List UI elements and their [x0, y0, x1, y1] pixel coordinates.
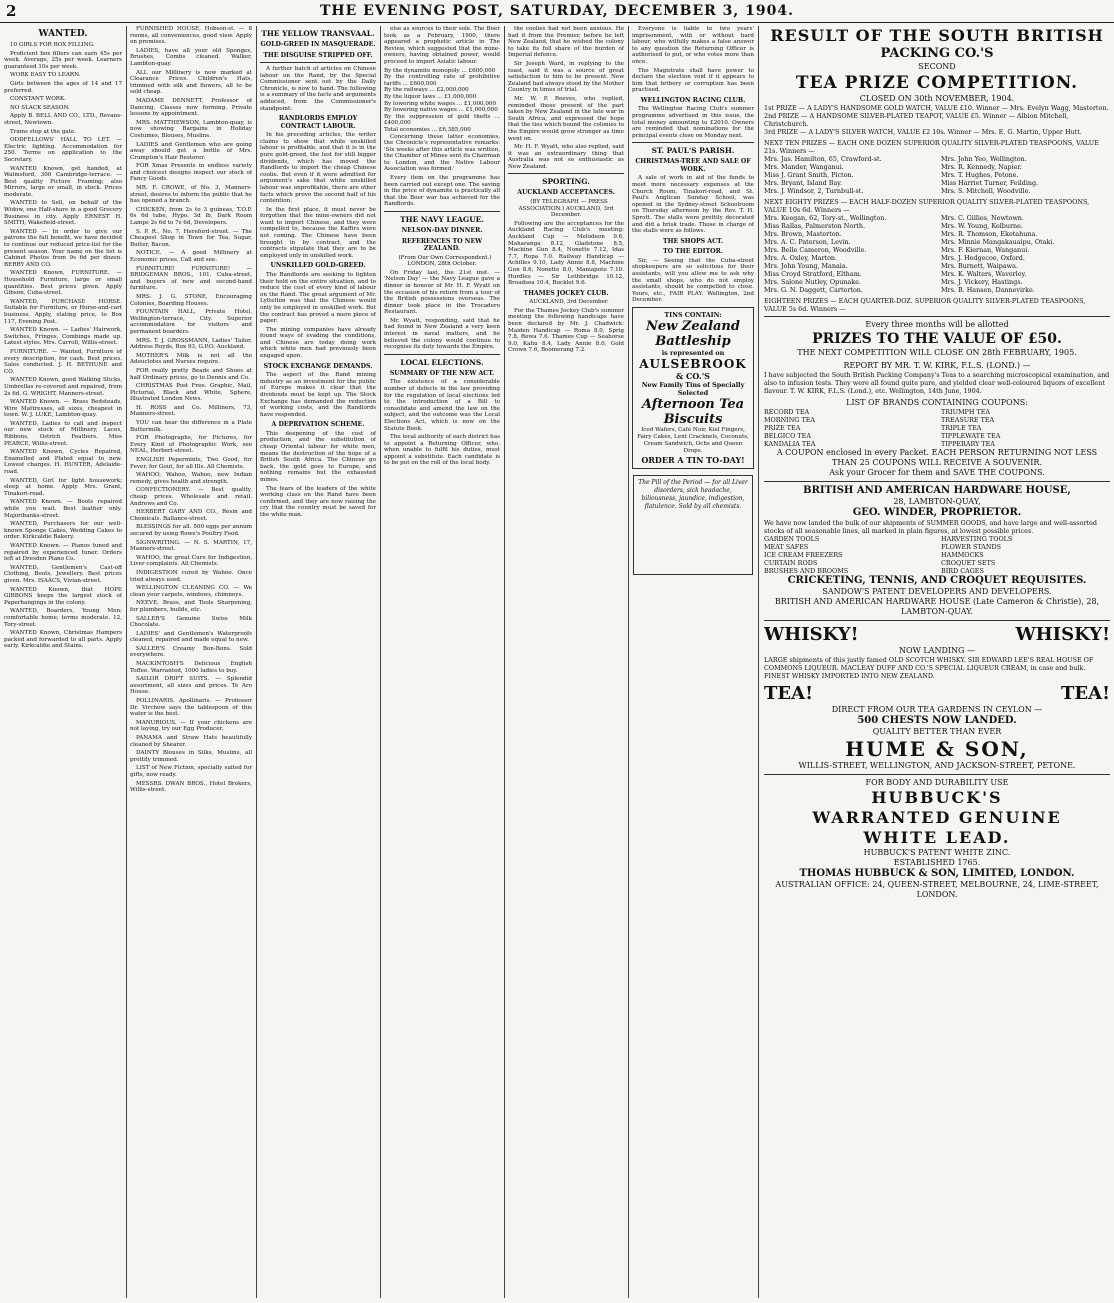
winner-name: Mrs. J. Hedgecoe, Oxford. — [941, 254, 1025, 262]
classified-ad: FOR Photographs, for Pictures, for Every Kind of Photographic Work, see NEAL, Herbert-street. — [130, 435, 252, 455]
report-heading: REPORT BY MR. T. W. KIRK, F.L.S. (LOND.) — — [843, 361, 1031, 370]
table-row: By the liquor laws ... £1,000,000 — [384, 93, 477, 100]
divider — [632, 142, 754, 143]
brand-name: TRIUMPH TEA — [941, 408, 990, 416]
brands-column — [764, 408, 933, 448]
classified-ad: FURNITURE! FURNITURE! — BRIDGEMAN BROS., 101, Cuba-street, and buyers of new and second-hand furniture. — [130, 265, 252, 292]
for-body: FOR BODY AND DURABILITY USE — [865, 778, 1009, 787]
section-heading: UNSKILLED GOLD-GREED. — [270, 262, 366, 270]
paragraph: The fears of the leaders of the white working class on the Rand have been confirmed, and they are now raising the cry that the country must be saved for the white man. — [260, 485, 376, 518]
winner-name: Miss Harriet Turner, Feilding. — [941, 179, 1039, 187]
ad-line: New Family Tins of Specially Selected — [641, 380, 745, 397]
classified-ad: BLESSINGS for all. 500 eggs per annum secured by using Rowe's Poultry Food. — [130, 524, 252, 537]
list-column — [941, 214, 1110, 294]
paragraph: The mining companies have already found ways of evading the conditions, and Chinese are today doing work which white men had previously been engaged upon. — [260, 326, 376, 360]
classified-ad: FOR Xmas Presents in endless variety and choicest designs inspect our stock of Fancy Goods. — [130, 163, 252, 183]
report-text: I have subjected the South British Packing Company's Teas to a searching microscopical examination, and also to infusion tests. They were all found quite pure, and yielded clear well-coloured liquors of excellent flavour. T. W. KIRK, F.L.S. (Lond.), etc. Wellington, 14th June, 1904. — [764, 371, 1110, 395]
winner-name: Mrs. J. Vickery, Hastings. — [941, 278, 1023, 286]
winner-name: Mrs. B. Hansen, Dannevirke. — [941, 286, 1035, 294]
classified-ad: INDIGESTION cured by Wahoo. Once tried always used. — [130, 569, 252, 583]
ask-grocer: Ask your Grocer for them and SAVE THE COUPONS. — [829, 468, 1045, 477]
paragraph: For the Thames Jockey Club's summer meeting the following handicaps have been declared by Mr. J. Chadwick: Maiden Handicap — Roma 8.0, Sprig 7.8, Rewa 7.6. Thames Cup — Seahorse 9.0, Kahu 8.4, Lady Annie 8.0, Gold Crown 7.6, Boomerang 7.2. — [508, 307, 624, 354]
prize-item: 2nd PRIZE — A HANDSOME SILVER-PLATED TEAPOT, VALUE £5. Winner — Albion Mitchell, Christchurch. — [764, 112, 1069, 128]
paragraph: The Magistrate shall have power to declare the election void if it appears to him that bribery or corruption has been practised. — [632, 67, 754, 94]
paragraph: the coolies had not been anxious. He had it from the Premier, before he left New Zealand, that he wished the colony to take its full share of the burden of Imperial defence. — [508, 26, 624, 59]
ad-brand: AULSEBROOK — [639, 356, 747, 371]
classified-ad: SAILOR DRIFT SUITS. — Splendid assortment, all sizes and prices. Te Aro House. — [130, 676, 252, 696]
classified-ad: CONFECTIONERY. — Best quality, cheap prices. Wholesale and retail. Andrews and Co. — [130, 487, 252, 507]
classified-ad: WANTED, Ladies to call and inspect our new stock of Millinery, Laces, Ribbons, Ostrich Feathers. Miss PEARCE, Willis-street. — [4, 420, 122, 447]
winner-name: Mrs. Mander, Wanganui. — [764, 163, 844, 171]
classified-ad: Girls between the ages of 14 and 17 preferred. — [4, 80, 122, 94]
classified-ad: SALLER'S Creamy Bon-Bons. Sold everywhere. — [130, 645, 252, 659]
classified-ad: ALL our Millinery is now marked at Clearance Prices. Children's Hats, trimmed with silk and flowers, all to be sold cheap. — [130, 69, 252, 96]
classified-ad: WANTED, Purchasers for our well-known Sponge Cakes, Wedding Cakes to order. Kirkcaldie Bakery. — [4, 521, 122, 541]
classified-ad: MOTHER'S Milk is not all the Adeuclotes and Nurses require. — [130, 352, 252, 366]
goods-item: HAMMOCKS — [941, 551, 984, 559]
ad-line: Afternoon Tea — [641, 396, 745, 412]
column-small-ads — [130, 26, 252, 1298]
classified-ad: Proficient box fillers can earn 45s per week. Average, 25s per week. Learners guaranteed 10s per week. — [4, 50, 122, 70]
classified-ad: WANTED, Girl for light housework; sleep at home. Apply Mrs. Grant, Tinakori-road. — [4, 477, 122, 497]
hardware-footer: BRITISH AND AMERICAN HARDWARE HOUSE (Late Cameron & Christie), 28, LAMBTON-QUAY. — [774, 597, 1100, 616]
section-heading: RANDLORDS EMPLOY CONTRACT LABOUR. — [278, 115, 358, 130]
goods-item: FLOWER STANDS — [941, 543, 1001, 551]
winner-name: Miss Croyd Stratford, Eltham. — [764, 270, 862, 278]
economies-table — [384, 68, 500, 134]
tea-header — [764, 683, 1110, 705]
goods-item: BIRD CAGES — [941, 567, 984, 575]
hubbuck-title: HUBBUCK'S — [871, 788, 1003, 807]
goods-item: ICE CREAM FREEZERS — [764, 551, 843, 559]
column-rule — [380, 26, 381, 1298]
paragraph: Sir, — Seeing that the Cuba-street shopkeepers are so solicitous for their assistants, will you allow me to ask why the small shops, who do not employ assistants, should be compelled to close. Yours, etc., FAIR PLAY. Wellington, 2nd December. — [632, 257, 754, 304]
article-headline: LOCAL ELECTIONS. — [400, 357, 484, 367]
list-column — [764, 214, 933, 294]
winner-name: Mrs. T. Hughes, Petone. — [941, 171, 1019, 179]
section-heading: THE SHOPS ACT. — [663, 237, 723, 245]
winner-name: Mrs. Bryant, Island Bay. — [764, 179, 843, 187]
winner-name: Mrs. S. Mitchell, Woodville. — [941, 187, 1031, 195]
classified-ad: WANTED Known, Cycles Repaired, Enamelled and Plated equal to new. Lowest charges. H. HUNTER, Adelaide-road. — [4, 449, 122, 476]
ad-contents: Iced Wafers, Cafe Noir, Kiel Fingers, Fairy Cakes, Lent Cracknels, Coconuts, Cream Sandwich, Ochs and Queen Drops. — [637, 426, 749, 454]
winners-list — [764, 155, 1110, 195]
article-subheadline: CHRISTMAS-TREE AND SALE OF WORK. — [635, 158, 751, 173]
classified-ad: CONSTANT WORK. — [10, 96, 66, 103]
column-rule — [758, 26, 759, 1298]
table-row: By the suppression of gold thefts ... £400,000 — [384, 113, 500, 127]
classified-ad: MRS. J. G. STONE, Encouraging Colonies, Boarding Houses. — [130, 293, 252, 307]
classified-ad: NOTICE. — A good Millinery at Economic prices. Call and see. — [130, 250, 252, 263]
brand-name: TRIPLE TEA — [941, 424, 982, 432]
small-ads-list — [130, 26, 252, 794]
classified-ad: WANTED Known, Christmas Hampers packed and forwarded to all parts. Apply early. Kirkcaldie and Stains. — [4, 630, 122, 650]
prizes-list — [764, 104, 1110, 136]
divider — [508, 173, 624, 174]
winner-name: Mrs. G. N. Daggett, Carterton. — [764, 286, 863, 294]
section-heading: THAMES JOCKEY CLUB. — [523, 289, 609, 297]
classified-ad: WANTED Known. — Pianos tuned and repaired by experienced tuner. Orders left at Dresden Piano Co. — [4, 542, 122, 563]
divider — [384, 354, 500, 355]
winner-name: Mrs. Minnie Mangakauaipu, Otaki. — [941, 238, 1055, 246]
winner-name: Mrs. Salone Nutley, Opunake. — [764, 278, 861, 286]
wanted-heading: WANTED. — [38, 29, 88, 39]
winner-name: Mrs. John Young, Manaia. — [764, 262, 848, 270]
divider — [764, 774, 1110, 775]
classified-ad: Apply B. BELL AND CO., LTD., Revans-street, Newtown. — [4, 113, 122, 126]
classified-ad: LADIES and Gentlemen who are going away should get a bottle of Mrs. Crumpton's Hair Restorer. — [130, 141, 252, 161]
hardware-text: We have now landed the bulk of our shipments of SUMMER GOODS, and have large and well-assorted stocks of all seasonable lines, all marked in plain figures, at lowest possible prices. — [764, 519, 1097, 535]
paragraph: This deepening of the cost of production, and the substitution of cheap Oriental labour for white men, means the destruction of the hope of a British South Africa. The Chinese go back, the gold goes to Europe, and nothing remains but the exhausted mines. — [260, 430, 376, 483]
goods-item: BRUSHES AND BROOMS — [764, 567, 849, 575]
prize-item: 1st PRIZE — A LADY'S HANDSOME GOLD WATCH, VALUE £10. Winner — Mrs. Evelyn Wagg, Masterton. — [764, 104, 1109, 112]
brands-heading: LIST OF BRANDS CONTAINING COUPONS: — [846, 398, 1028, 407]
closed-date: CLOSED ON 30th NOVEMBER, 1904. — [859, 94, 1015, 103]
classified-ad: FURNITURE. — Wanted, Furniture of every description, for cash. Best prices. Sales conducted. J. H. BETHUNE and CO. — [4, 348, 122, 375]
whisky-text: LARGE shipments of this justly famed OLD SCOTCH WHISKY. SIR EDWARD LEE'S REAL HOUSE OF COMMONS LIQUEUR. MACLEAY DUFF AND CO.'S SPECIAL LIQUEUR CREAM, in case and bulk. FINEST WHISKY IMPORTED INTO NEW ZEALAND. — [764, 656, 1094, 680]
winner-name: Miss J. Grant Smith, Picton. — [764, 171, 854, 179]
ad-line: is represented on — [661, 348, 725, 357]
paragraph: Sir Joseph Ward, in replying to the toast, said it was a source of great satisfaction to him to be present. New Zealand had always stood by the Mother Country in times of trial. — [508, 60, 624, 94]
paragraph: The Randlords are seeking to tighten their hold on the entire situation, and to reduce the cost of every kind of labour on the Rand. The great argument of Mr. Lyttelton was that the Chinese would only be employed in unskilled work. But the contract has proved a mere piece of paper. — [260, 271, 376, 325]
winner-name: Mrs. J. Windsor, 2, Turnbull-st. — [764, 187, 864, 195]
paragraph: In the first place, it must never be forgotten that the mine-owners did not want to import Chinese, and they were compelled to, because the Kaffirs were not coming. The Chinese have been brought in by contract, and the contracts stipulate that they are to be employed only in unskilled work. — [260, 206, 376, 259]
paragraph: In his preceding articles, the writer claims to show that while unskilled labour is profitable, and that it is in the pure gold-greed, the lust for still bigger dividends, which has moved the Randlords to import the cheap Chinese coolie. But even if it were admitted for argument's sake that white unskilled labour was unprofitable, there are other facts which prove the second half of his contention. — [260, 132, 376, 205]
paragraph: Following are the acceptances for the Auckland Racing Club's meeting: Auckland Cup — Melodeon 9.6, Maharanga 8.12, Gladstone 8.5, Machine Gun 8.4, Nonette 7.12, Idas 7.7, Ropa 7.0. Railway Handicap — Achilles 9.10, Lady Annie 8.8, Machine Gun 8.6, Nonette 8.0, Maniapoto 7.10. Hurdles — Sir Lethbridge 10.12, Broadsea 10.4, Bucklet 9.6. — [508, 220, 624, 287]
prize-headline: PACKING CO.'S — [880, 46, 994, 61]
paragraph: Concerning these latter economies, the Chronicle's representative remarks: 'Six weeks after this article was written, the Chamber of Mines sent its Chairman to London, and the Native Labour Association was formed.' — [384, 133, 500, 173]
column-rule — [256, 26, 257, 1298]
paragraph: The Wellington Racing Club's summer programme advertised in this issue, the total money amounting to £2010. Owners are reminded that nominations for the principal events close on Monday next. — [632, 106, 754, 139]
article-subheadline: REFERENCES TO NEW ZEALAND. — [401, 237, 483, 253]
article-subheadline: AUCKLAND ACCEPTANCES. — [517, 189, 615, 197]
classified-ad: LADIES' and Gentlemen's Waterproofs cleaned, repaired and made equal to new. — [130, 630, 252, 644]
tea-text: DIRECT FROM OUR TEA GARDENS IN CEYLON — — [831, 705, 1043, 714]
goods-item: CURTAIN RODS — [764, 559, 818, 567]
winner-name: Mrs. R. Thomson, Eketahuna. — [941, 230, 1038, 238]
classified-ad: MRS. T. J. GROSSMANN, Ladies' Tailor, Address Royds, Box 93, G.P.O. Auckland. — [130, 337, 252, 351]
cricket-heading: CRICKETING, TENNIS, AND CROQUET REQUISITES. — [787, 575, 1087, 586]
classified-ad: WANTED Known. — Brass Bedsteads, Wire Mattresses, all sizes, cheapest in town. W. J. LUKE, Lambton-quay. — [4, 399, 122, 419]
classified-ad: POLLINARIS. Apollinaris. — Professor Dr. Virchow says the tablespoon of this water is the best. — [130, 698, 252, 718]
classified-ad: CHICKEN, from 2s to 3 guineas, T.O.P. 6s 6d tube, Hypo. 3d lb, Dark Room Lamps 2s 6d to 7s 6d, Developers. — [130, 206, 252, 227]
classified-ad: S. P. R., No. 7, Hereford-street. — The Cheapest Shop in Town for Tea, Sugar, Butter, Bacon. — [130, 228, 252, 248]
brand-name: RECORD TEA — [764, 408, 810, 416]
winner-name: Mrs. R. Kennedy, Napier. — [941, 163, 1022, 171]
classified-ad: NO SLACK SEASON. — [10, 104, 70, 111]
classified-ad: YOU can hear the difference in a Plate Buttermilk. — [130, 420, 252, 433]
paragraph: Mr. H. F. Wyatt, who also replied, said it was an extraordinary thing that Australia was not so enthusiastic as New Zealand. — [508, 144, 624, 170]
classified-ad: WANTED, Gentlemen's Cast-off Clothing, Boots, Jewellery. Best prices given. Mrs. ISAACS, Vivian-street. — [4, 564, 122, 584]
classified-ad: ODDFELLOWS' HALL TO LET. — Electric lighting. Accommodation for 250. Terms on application to the Secretary. — [4, 137, 122, 163]
masthead — [0, 0, 1114, 23]
winner-name: Mrs. Brown, Masterton. — [764, 230, 842, 238]
tea-title: TEA! — [764, 683, 813, 704]
divider — [764, 620, 1110, 621]
hubbuck-office: AUSTRALIAN OFFICE: 24, QUEEN-STREET, MELBOURNE, 24, LIME-STREET, LONDON. — [775, 880, 1099, 899]
article-headline: THE YELLOW TRANSVAAL. — [261, 29, 375, 38]
hume-address: WILLIS-STREET, WELLINGTON, AND JACKSON-STREET, PETONE. — [798, 761, 1076, 770]
prize-heading: NEXT TEN PRIZES — EACH ONE DOZEN SUPERIOR QUALITY SILVER-PLATED TEASPOONS, VALUE 21s. Winners — — [764, 139, 1099, 155]
column-rule — [126, 26, 127, 1298]
dateline: (BY TELEGRAPH — PRESS ASSOCIATION.) AUCKLAND, 3rd December. — [518, 198, 614, 219]
classified-ad: 10 GIRLS FOR BOX FILLING. — [10, 42, 95, 48]
dateline: AUCKLAND, 3rd December. — [529, 299, 609, 306]
brand-name: BELGICO TEA — [764, 432, 811, 440]
classified-ad: ENGLISH Pepermints, Two Good, for Fever, for Gout, for all Ills. All Chemists. — [130, 457, 252, 470]
brand-name: PRIZE TEA — [764, 424, 801, 432]
paragraph: else as sources to their sole. The Boer took as a February, 1900, there appeared a prophetic article in The Review, which suggested that the mine-owners, having obtained power, would proceed to import Asiatic labour. — [384, 26, 500, 65]
paragraph: The aspect of the Rand mining industry as an investment for the public of Europe makes it clear that the dividends must be kept up. The Stock Exchange has demanded the reduction of working costs, and the Randlords have responded. — [260, 372, 376, 418]
divider — [260, 62, 376, 63]
classified-ad: WAHOO, the great Cure for Indigestion, Liver complaints. All Chemists. — [130, 554, 252, 568]
classified-ad: PANAMA and Straw Hats beautifully cleaned by Shearer. — [130, 735, 252, 748]
column-rule — [504, 26, 505, 1298]
prize-headline: TEA PRIZE COMPETITION. — [795, 73, 1079, 93]
winner-name: Mrs. F. Kiernan, Wanganui. — [941, 246, 1030, 254]
chests-landed: 500 CHESTS NOW LANDED. — [857, 715, 1017, 726]
classified-ad: WANTED, Boarders, Young Men; comfortable home; terms moderate. 12, Tory-street. — [4, 608, 122, 628]
classified-ad: MADAME DENNETT, Professor of Dancing. Classes now forming. Private lessons by appointment. — [130, 97, 252, 118]
hardware-address: 28, LAMBTON-QUAY, — [893, 497, 981, 506]
divider — [384, 211, 500, 212]
ad-line: New Zealand — [646, 318, 740, 334]
column-navy-league — [384, 26, 500, 1298]
tea-title: TEA! — [1061, 683, 1110, 704]
hubbuck-company: THOMAS HUBBUCK & SON, LIMITED, LONDON. — [799, 868, 1075, 879]
list-column — [764, 155, 933, 195]
winner-name: Mrs. Jas. Hamilton, 65, Crawford-st. — [764, 155, 882, 163]
whisky-header — [764, 624, 1110, 646]
article-subheadline: GOLD-GREED IN MASQUERADE. — [260, 41, 376, 48]
winner-name: Mrs. A. C. Paterson, Levin. — [764, 238, 851, 246]
winner-name: Miss Rallas, Palmerston North. — [764, 222, 866, 230]
table-row: By the controlling rate of prohibitive tariffs ... £600,000 — [384, 74, 500, 87]
section-heading: STOCK EXCHANGE DEMANDS. — [263, 362, 373, 370]
divider — [764, 316, 1110, 317]
winner-name: Mrs. John Yeo, Wellington. — [941, 155, 1027, 163]
classified-ad: FOR really pretty Beads and Shoes at half Ordinary prices, go to Dennis and Co. — [130, 367, 252, 381]
table-row: By lowering white wages ... £1,000,000 — [384, 100, 497, 107]
ad-line: Battleship — [655, 333, 731, 349]
classified-ad: WANTED Known, get handed, at Walmsford, 300 Cambridge-terrace. — Best quality Picture Framing; also Mirrors, large or small, in stock. Prices moderate. — [4, 165, 122, 198]
note: Every three months will be allotted — [865, 320, 1009, 329]
table-row: Total economies ... £6,385,000 — [384, 126, 471, 133]
goods-item: MEAT SAFES — [764, 543, 809, 551]
article-headline: SPORTING. — [542, 177, 590, 187]
paragraph: Mr. W. P. Reeves, who replied, reminded those present of the part taken by New Zealand in the late war in South Africa, and expressed the hope that the ties which bound the colonies to the Empire would grow stronger as time went on. — [508, 95, 624, 142]
article-subheadline: NELSON-DAY DINNER. — [401, 227, 483, 235]
newspaper-title: THE EVENING POST, SATURDAY, DECEMBER 3, 1904. — [319, 3, 794, 19]
table-row: By the dynamite monopoly ... £600,000 — [384, 67, 496, 74]
classified-ad: LIST of New Fiction, specially suited for gifts, now ready. — [130, 765, 252, 778]
goods-item: CROQUET SETS — [941, 559, 996, 567]
prize-heading: NEXT EIGHTY PRIZES — EACH HALF-DOZEN SUPERIOR QUALITY SILVER-PLATED TEASPOONS, VALUE 10s 6d. Winners — — [764, 198, 1090, 214]
pill-ad-text: The Pill of the Period — for all Liver disorders, sick headache, biliousness, jaundice, indigestion, flatulence. Sold by all chemists. — [638, 478, 748, 510]
goods-item: HARVESTING TOOLS — [941, 535, 1013, 543]
classified-ad: MESSRS. DWAN BROS., Hotel Brokers, Willis-street. — [130, 780, 252, 794]
section-heading: TO THE EDITOR. — [663, 248, 723, 256]
paragraph: Everyone is liable to two years' imprisonment, with or without hard labour, who wilfully makes a false answer to any question the Returning Officer is authorised to put, or who votes more than once. — [632, 26, 754, 65]
classified-ad: DAINTY Blouses in Silks, Muslins, all prettily trimmed. — [130, 750, 252, 763]
article-headline: ST. PAUL'S PARISH. — [651, 146, 735, 156]
ad-order: ORDER A TIN TO-DAY! — [641, 454, 745, 465]
hume-title: HUME & SON, — [845, 737, 1029, 761]
quality-line: QUALITY BETTER THAN EVER — [872, 727, 1002, 736]
brand-name: TIPPLEWATE TEA — [941, 432, 1001, 440]
brands-column — [941, 408, 1110, 448]
paragraph: Mr. Wyatt, responding, said that he had found in New Zealand a very keen interest in naval matters, and he believed the colony would continue to recognise its duty towards the Empire. — [384, 317, 500, 351]
list-column — [764, 535, 933, 575]
column-tea-prize-and-ads — [764, 26, 1110, 1298]
ad-line: Biscuits — [663, 411, 723, 427]
classified-ad: MR. F. CROWE, of No. 3, Manners-street, desires to inform the public that he has opened a branch. — [130, 185, 252, 205]
classified-ad: WELLINGTON CLEANING CO. — We clean your carpets, windows, chimneys. — [130, 585, 252, 598]
winners-list — [764, 214, 1110, 294]
brands-list — [764, 408, 1110, 448]
prize-headline: RESULT OF THE SOUTH BRITISH — [770, 26, 1104, 45]
brand-name: TREASURE TEA — [941, 416, 995, 424]
coupon-line: A COUPON enclosed in every Packet. EACH PERSON RETURNING NOT LESS THAN 25 COUPONS WILL RECEIVE A SOUVENIR. — [776, 448, 1098, 467]
now-landing: NOW LANDING — — [899, 646, 975, 655]
column-wanted-ads — [4, 26, 122, 1298]
hubbuck-title: WHITE LEAD. — [863, 828, 1011, 847]
divider — [764, 481, 1110, 482]
winner-name: Mrs. K. Walters, Waverley. — [941, 270, 1027, 278]
classified-ad: FOUNTAIN HALL, Private Hotel, Wellington-terrace, City. Superior accommodation for visitors and permanent boarders. — [130, 309, 252, 335]
hardware-proprietor: GEO. WINDER, PROPRIETOR. — [852, 507, 1022, 518]
winner-name: Mrs. W. Young, Kelburne. — [941, 222, 1023, 230]
winner-name: Mrs. A. Oxley, Marton. — [764, 254, 838, 262]
paragraph: The existence of a considerable number of defects in the law providing for the regulation of local elections led to the introduction of a Bill to consolidate and amend the law on the subject, and the outcome was the Local Elections Act, which is now on the Statute Book. — [384, 379, 500, 432]
classified-ad: WAHOO, Wahoo, Wahoo, new Indian remedy, gives health and strength. — [130, 472, 252, 485]
brand-name: KANDALIA TEA — [764, 440, 816, 448]
column-yellow-transvaal — [260, 26, 376, 1298]
ad-line: TINS CONTAIN: — [664, 310, 722, 319]
classified-ad: WORK EASY TO LEARN. — [10, 72, 81, 79]
section-heading: WELLINGTON RACING CLUB. — [640, 96, 746, 104]
classified-ad: MRS. MATTHEWSON, Lambton-quay, is now showing Bargains in Holiday Costumes, Blouses, Muslins. — [130, 119, 252, 139]
prize-headline: SECOND — [918, 62, 956, 71]
paragraph: Every item on the programme has been carried out except one. The saving in the price of dynamite is practically all that the Boer war has achieved for the Randlords. — [384, 175, 500, 208]
classified-ad: WANTED to Sell, on behalf of the Widow, one Half-share in a good Grocery Business in city. Apply ERNEST H. SMITH, Wakefield-street. — [4, 200, 122, 227]
sandow-line: SANDOW'S PATENT DEVELOPERS AND DEVELOPERS. — [822, 587, 1052, 596]
classified-ad: Trams stop at the gate. — [10, 128, 77, 135]
article-headline: THE NAVY LEAGUE. — [400, 215, 484, 225]
whisky-title: WHISKY! — [1015, 624, 1110, 645]
winner-name: Mrs. C. Gillies, Newtown. — [941, 214, 1024, 222]
aulsebrook-biscuits-ad — [632, 307, 754, 469]
hubbuck-established: ESTABLISHED 1765. — [893, 858, 981, 867]
classified-ad: WANTED — In order to give our patrons the full benefit, we have decided to continue our reduced price-list for the present season. Your name on the list is Cabinet Photos from 9s 6d per dozen. BERRY AND CO. — [4, 228, 122, 268]
winner-name: Mrs. Burnett, Waipawa. — [941, 262, 1018, 270]
column-parish-and-ads — [632, 26, 754, 1298]
dateline: (From Our Own Correspondent.) LONDON, 28th October. — [398, 254, 492, 268]
classified-ad: HERBERT GARY AND CO., Resin and Chemicals. Ballance-street. — [130, 509, 252, 522]
classified-ad: WANTED Known. — Boots repaired while you wait. Best leather only. Majoribanks-street. — [4, 499, 122, 519]
prize-item: 3rd PRIZE — A LADY'S SILVER WATCH, VALUE £2 10s. Winner — Mrs. E. G. Martin, Upper Hutt. — [764, 128, 1082, 136]
classified-ad: SALLER'S Genuine Swiss Milk Chocolate. — [130, 615, 252, 629]
table-row: By the railways ... £2,000,000 — [384, 87, 469, 94]
prizes-value: PRIZES TO THE VALUE OF £50. — [812, 331, 1062, 347]
brand-name: MORNING TEA — [764, 416, 815, 424]
column-rule — [628, 26, 629, 1298]
section-heading: A DEPRIVATION SCHEME. — [271, 421, 365, 429]
list-column — [941, 535, 1110, 575]
classified-ad: MACKINTOSH'S Delicious English Toffee. Warranted, 1000 ladies to buy. — [130, 661, 252, 674]
classified-ad: MANURIOUS. — If your chickens are not laying, try our Egg Producer. — [130, 719, 252, 733]
brand-name: TIPPERARY TEA — [941, 440, 995, 448]
whisky-title: WHISKY! — [764, 624, 859, 645]
classified-ad: LADIES, have all your old Sponges, Brushes, Combs cleaned. Walker, Lambton-quay. — [130, 47, 252, 67]
paragraph: A further batch of articles on Chinese labour on the Rand, by the Special Commissioner sent out by the Daily Chronicle, is now to hand. The following is a summary of the facts and arguments adduced, from the Commissioner's standpoint: — [260, 66, 376, 112]
prize-heading: EIGHTEEN PRIZES — EACH QUARTER-DOZ. SUPERIOR QUALITY SILVER-PLATED TEASPOONS, VALUE 5s 6d. Winners — — [764, 297, 1086, 313]
goods-item: GARDEN TOOLS — [764, 535, 820, 543]
winner-name: Mrs. Keegan, 62, Tory-st., Wellington. — [764, 214, 887, 222]
next-competition: THE NEXT COMPETITION WILL CLOSE ON 28th FEBRUARY, 1905. — [797, 348, 1077, 357]
ad-line: & CO.'S — [676, 370, 710, 381]
article-subheadline: SUMMARY OF THE NEW ACT. — [389, 369, 495, 377]
classified-ad: H. ROSS and Co. Milliners, 73, Manners-street. — [130, 404, 252, 418]
pill-ad — [633, 475, 753, 575]
table-row: By lowering native wages ... £1,000,000 — [384, 107, 498, 114]
article-subheadline: THE DISGUISE STRIPPED OFF. — [263, 51, 373, 59]
classified-ad: FURNISHED HOUSE, Hobson-st. — 8 rooms, all conveniences, good view. Apply on premises. — [130, 26, 252, 46]
classified-ad: WANTED Known. — Ladies' Hairwork, Switches, Fringes, Combings made up. Latest styles. Mrs. Carroll, Willis-street. — [4, 327, 122, 347]
classified-ad: SIGNWRITING. — N. S. MARTIN, 17, Manners-street. — [130, 539, 252, 553]
paragraph: The local authority of each district has to appoint a Returning Officer, who, when unable to fulfil his duties, must appoint a substitute. Each candidate is to be put on the roll of the local body. — [384, 434, 500, 467]
classified-ad: WANTED, PURCHASE HORSE. Suitable for Furniture, or Horse-and-cart business. Apply, stating price, to Box 117, Evening Post. — [4, 298, 122, 325]
wanted-ads-list — [4, 42, 122, 650]
paragraph: On Friday last, the 21st inst. — 'Nelson Day' — the Navy League gave a dinner in honour of Mr. H. F. Wyatt on the occasion of his return from a tour of the British possessions overseas. The dinner took place in the Trocadero Restaurant. — [384, 269, 500, 316]
classified-ad: WANTED Known, FURNITURE. — Household Furniture, large or small quantities. Best prices given. Apply Gibson, Cuba-street. — [4, 270, 122, 297]
winner-name: Mrs. Belle Cameron, Woodville. — [764, 246, 867, 254]
classified-ad: WANTED Known, that HOPE GIBBONS keeps the largest stock of Paperhangings in the colony. — [4, 586, 122, 606]
column-sporting — [508, 26, 624, 1298]
hardware-heading: BRITISH AND AMERICAN HARDWARE HOUSE, — [803, 485, 1071, 496]
list-column — [941, 155, 1110, 195]
hubbuck-zinc: HUBBUCK'S PATENT WHITE ZINC. — [863, 848, 1011, 857]
classified-ad: WANTED Known, good Walking Sticks, Umbrellas re-covered and repaired, from 2s 6d. G. WRIGHT, Manners-street. — [4, 377, 122, 397]
classified-ad: NEEVE, Brass, and Tools Sharpening, for plumbers, builds, etc. — [130, 600, 252, 613]
paragraph: A sale of work in aid of the funds to meet more necessary expenses at the Church Room, Tinakori-road, and St. Paul's Anglican Sunday School, was opened in the Sydney-street Schoolroom on Thursday afternoon by the Rev. T. H. Sprott. The stalls were prettily decorated and did a brisk trade. Those in charge of the stalls were as follows. — [632, 175, 754, 235]
hubbuck-title: WARRANTED GENUINE — [812, 808, 1062, 827]
hardware-goods — [764, 535, 1110, 575]
page-number: 2 — [6, 2, 17, 20]
classified-ad: CHRISTMAS Post Free. Graphic, Mail, Pictorial, Black and White, Sphere, Illustrated London News. — [130, 383, 252, 403]
